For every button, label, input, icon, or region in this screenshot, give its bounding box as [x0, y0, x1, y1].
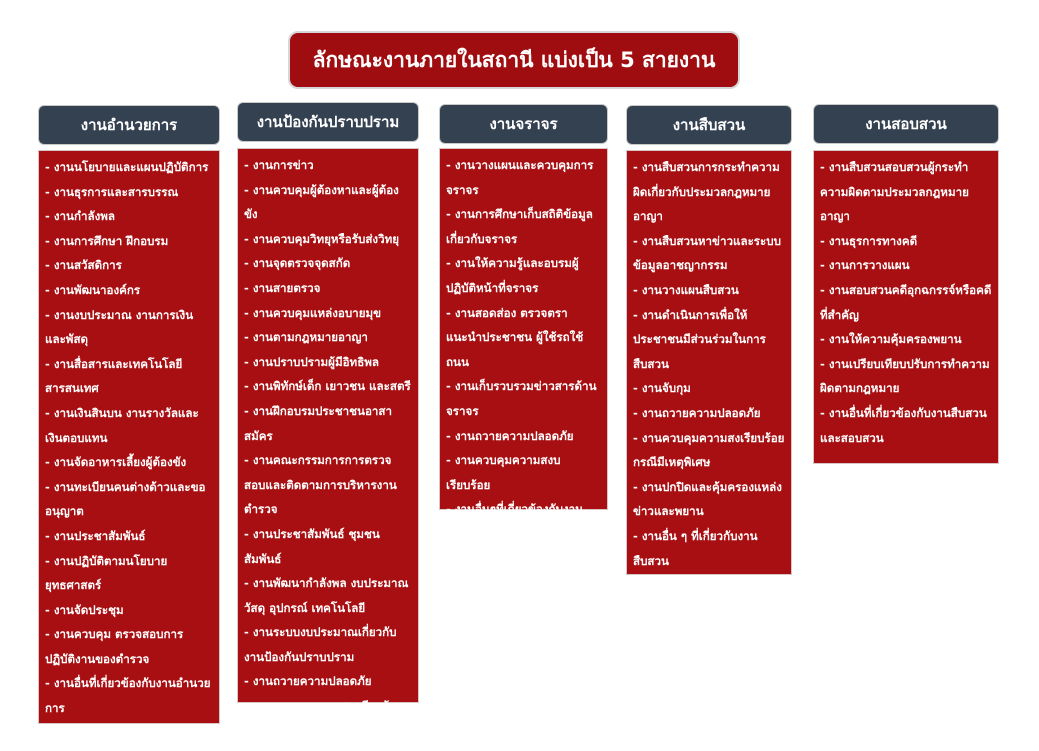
list-item: - งานให้ความรู้และอบรมผู้ปฏิบัติหน้าที่จราจร — [446, 251, 601, 300]
list-item: - งานปราบปรามผู้มีอิทธิพล — [244, 350, 412, 375]
list-item: - งานสอบสวนคดีอุกฉกรรจ์หรือคดีที่สำคัญ — [820, 278, 992, 327]
list-item: - งานทะเบียนคนต่างด้าวและขออนุญาต — [45, 475, 213, 524]
list-item: - งานสายตรวจ — [244, 276, 412, 301]
list-item: - งานปฏิบัติตามนโยบายยุทธศาสตร์ — [45, 549, 213, 598]
column-list-prevention-suppression — [237, 148, 419, 738]
column-header-administration: งานอำนวยการ — [38, 105, 220, 145]
list-item: - งานประชาสัมพันธ์ ชุมชนสัมพันธ์ — [244, 522, 412, 571]
list-item: - งานประชาสัมพันธ์ — [45, 524, 213, 549]
list-item: - งานควบคุมแหล่งอบายมุข — [244, 301, 412, 326]
list-item: - งานปกปิดและคุ้มครองแหล่งข่าวและพยาน — [633, 475, 785, 524]
list-item: - งานพิทักษ์เด็ก เยาวชน และสตรี — [244, 374, 412, 399]
list-item: - งานวางแผนและควบคุมการจราจร — [446, 153, 601, 202]
column-list-administration — [38, 150, 220, 724]
list-item: - งานอื่นๆที่เกี่ยวข้องกับงาน — [446, 497, 601, 522]
list-item: - งานถวายความปลอดภัย — [446, 424, 601, 449]
list-item: - งานเปรียบเทียบปรับการทำความผิดตามกฎหมาย — [820, 352, 992, 401]
list-item: - งานวางแผนสืบสวน — [633, 278, 785, 303]
list-item: - งานจุดตรวจจุดสกัด — [244, 251, 412, 276]
column-list-traffic — [439, 148, 608, 517]
list-item: - งานกำลังพล — [45, 204, 213, 229]
list-item: - งานให้ความคุ้มครองพยาน — [820, 327, 992, 352]
list-item: - งานอื่นที่เกี่ยวข้องกับงานสืบสวนและสอบสวน — [820, 401, 992, 450]
list-item: - งานนโยบายและแผนปฏิบัติการ — [45, 155, 213, 180]
list-item: - งานงบประมาณ งานการเงินและพัสดุ — [45, 303, 213, 352]
list-item: - งานจับกุม — [633, 376, 785, 401]
list-item: - งานควบคุมความสงบเรียบร้อย — [446, 448, 601, 497]
list-item: - งานการศึกษาเก็บสถิติข้อมูลเกี่ยวกับจราจร — [446, 202, 601, 251]
list-item: - งานอื่นที่เกี่ยวกับงานป้องกัน — [244, 719, 412, 744]
diagram-title: ลักษณะงานภายในสถานี แบ่งเป็น 5 สายงาน — [288, 31, 740, 89]
list-item: - งานการวางแผน — [820, 253, 992, 278]
list-item: - งานควบคุม ตรวจสอบการปฏิบัติงานของตำรวจ — [45, 622, 213, 671]
list-item: - งานธุรการทางคดี — [820, 229, 992, 254]
list-item: - งานจัดประชุม — [45, 598, 213, 623]
list-item: - งานพัฒนาองค์กร — [45, 278, 213, 303]
list-item: - งานสวัสดิการ — [45, 253, 213, 278]
list-item: - งานคณะกรรมการการตรวจสอบและติดตามการบริหารงานตำรวจ — [244, 448, 412, 522]
list-item: - งานพัฒนากำลังพล งบประมาณ วัสดุ อุปกรณ์ เทคโนโลยี — [244, 571, 412, 620]
list-item: - งานอื่นที่เกี่ยวข้องกับงานอำนวยการ — [45, 671, 213, 720]
list-item: - งานสืบสวนหาข่าวและระบบข้อมูลอาชญากรรม — [633, 229, 785, 278]
list-item: - งานระบบงบประมาณเกี่ยวกับงานป้องกันปราบปราม — [244, 620, 412, 669]
list-item: - งานเก็บรวบรวมข่าวสารด้านจราจร — [446, 374, 601, 423]
list-item: - งานสอดส่อง ตรวจตรา แนะนำประชาชน ผู้ใช้รถใช้ถนน — [446, 301, 601, 375]
column-header-investigation: งานสืบสวน — [626, 105, 792, 145]
column-header-inquiry: งานสอบสวน — [813, 104, 999, 144]
list-item: - งานธุรการและสารบรรณ — [45, 180, 213, 205]
column-list-inquiry — [813, 150, 999, 464]
list-item: - งานควบคุมวิทยุหรือรับส่งวิทยุ — [244, 227, 412, 252]
list-item: - งานการข่าว — [244, 153, 412, 178]
list-item: - งานสื่อสารและเทคโนโลยีสารสนเทศ — [45, 352, 213, 401]
list-item: - งานฝึกอบรมประชาชนอาสาสมัคร — [244, 399, 412, 448]
list-item: - งานสืบสวนการกระทำความผิดเกี่ยวกับประมวลกฎหมายอาญา — [633, 155, 785, 229]
list-item: - งานสืบสวนสอบสวนผู้กระทำความผิดตามประมวลกฎหมายอาญา — [820, 155, 992, 229]
list-item: - งานควบคุมความสงบเรียบร้อย — [244, 694, 412, 719]
list-item: - งานดำเนินการเพื่อให้ประชาชนมีส่วนร่วมในการสืบสวน — [633, 303, 785, 377]
list-item: - งานตามกฎหมายอาญา — [244, 325, 412, 350]
list-item: - งานถวายความปลอดภัย — [244, 669, 412, 694]
list-item: - งานอื่น ๆ ที่เกี่ยวกับงานสืบสวน — [633, 524, 785, 573]
column-list-investigation — [626, 150, 792, 575]
list-item: - งานถวายความปลอดภัย — [633, 401, 785, 426]
column-header-prevention-suppression: งานป้องกันปราบปราม — [237, 102, 419, 142]
list-item: - งานควบคุมผู้ต้องหาและผู้ต้องขัง — [244, 178, 412, 227]
list-item: - งานเงินสินบน งานรางวัลและเงินตอบแทน — [45, 401, 213, 450]
column-header-traffic: งานจราจร — [439, 104, 608, 144]
list-item: - งานการศึกษา ฝึกอบรม — [45, 229, 213, 254]
list-item: - งานจัดอาหารเลี้ยงผู้ต้องขัง — [45, 450, 213, 475]
list-item: - งานควบคุมความสงเรียบร้อยกรณีมีเหตุพิเศษ — [633, 426, 785, 475]
